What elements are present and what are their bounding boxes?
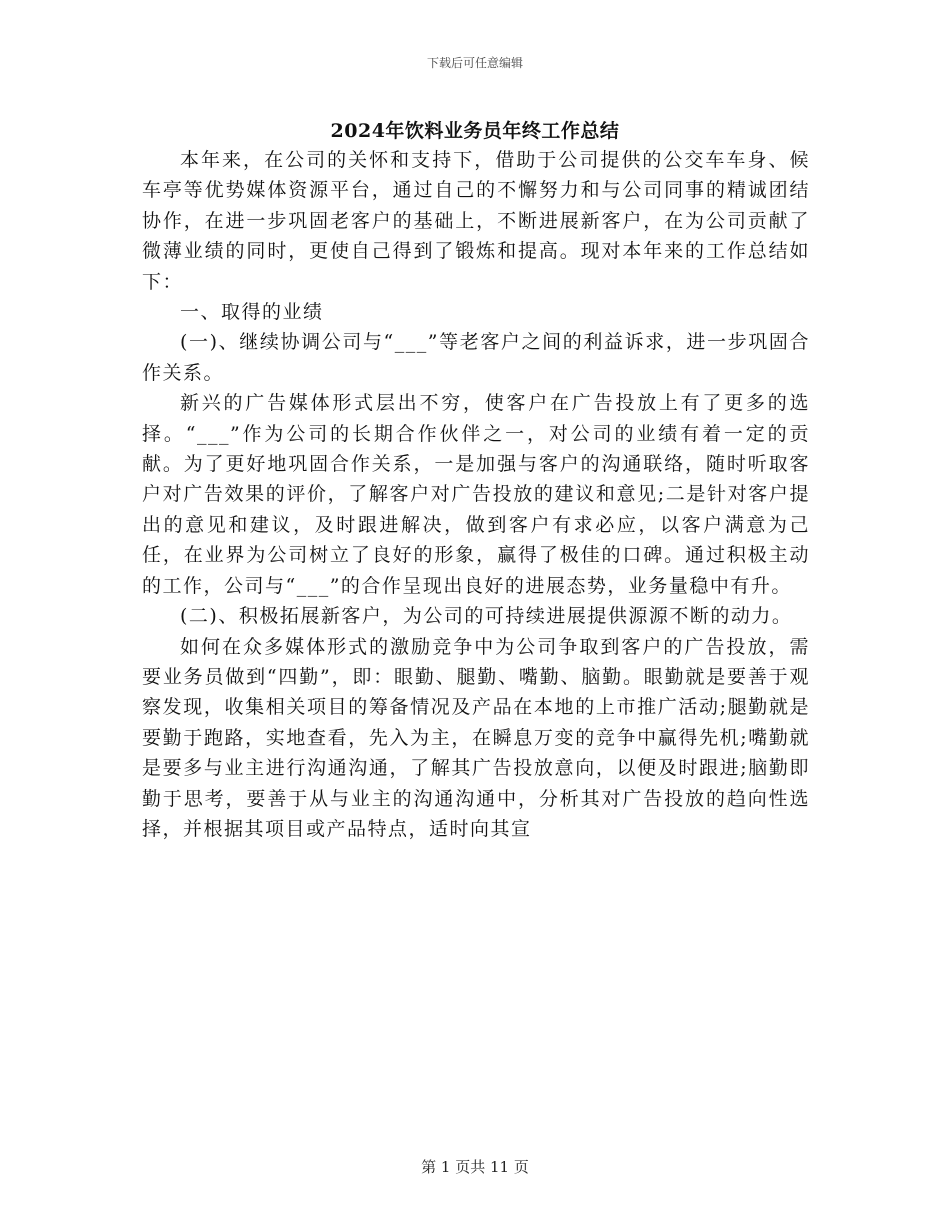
subsection-heading-2: (二)、积极拓展新客户，为公司的可持续进展提供源源不断的动力。 bbox=[180, 605, 793, 628]
subsection-heading-1: (一)、继续协调公司与“___”等老客户之间的利益诉求，进一步巩固合作关系。 bbox=[142, 331, 810, 384]
page-footer-number: 第 1 页共 11 页 bbox=[421, 1158, 529, 1176]
page-header-note: 下载后可任意编辑 bbox=[426, 56, 523, 70]
paragraph-new-clients: 如何在众多媒体形式的激励竞争中为公司争取到客户的广告投放，需要业务员做到“四勤”，即：眼勤、腿勤、嘴勤、脑勤。眼勤就是要善于观察发现，收集相关项目的筹备情况及产品在本地的上市推广活动;腿勤就是要勤于跑路，实地查看，先入为主，在瞬息万变的竞争中赢得先机;嘴勤就是要多与业主进行沟通沟通，了解其广告投放意向，以便及时跟进;脑勤即勤于思考，要善于从与业主的沟通沟通中，分析其对广告投放的趋向性选择，并根据其项目或产品特点，适时向其宣 bbox=[142, 635, 810, 840]
paragraph-old-clients: 新兴的广告媒体形式层出不穷，使客户在广告投放上有了更多的选择。“___”作为公司的长期合作伙伴之一，对公司的业绩有着一定的贡献。为了更好地巩固合作关系，一是加强与客户的沟通联络，随时听取客户对广告效果的评价，了解客户对广告投放的建议和意见;二是针对客户提出的意见和建议，及时跟进解决，做到客户有求必应，以客户满意为己任，在业界为公司树立了良好的形象，赢得了极佳的口碑。通过积极主动的工作，公司与“___”的合作呈现出良好的进展态势，业务量稳中有升。 bbox=[142, 392, 810, 597]
section-heading-achievements: 一、取得的业绩 bbox=[180, 301, 324, 324]
document-body bbox=[142, 145, 810, 844]
paragraph-intro: 本年来，在公司的关怀和支持下，借助于公司提供的公交车车身、候车亭等优势媒体资源平台，通过自己的不懈努力和与公司同事的精诚团结协作，在进一步巩固老客户的基础上，不断进展新客户，在为公司贡献了微薄业绩的同时，更使自己得到了锻炼和提高。现对本年来的工作总结如下： bbox=[142, 149, 810, 293]
document-title: 2024年饮料业务员年终工作总结 bbox=[330, 120, 620, 142]
